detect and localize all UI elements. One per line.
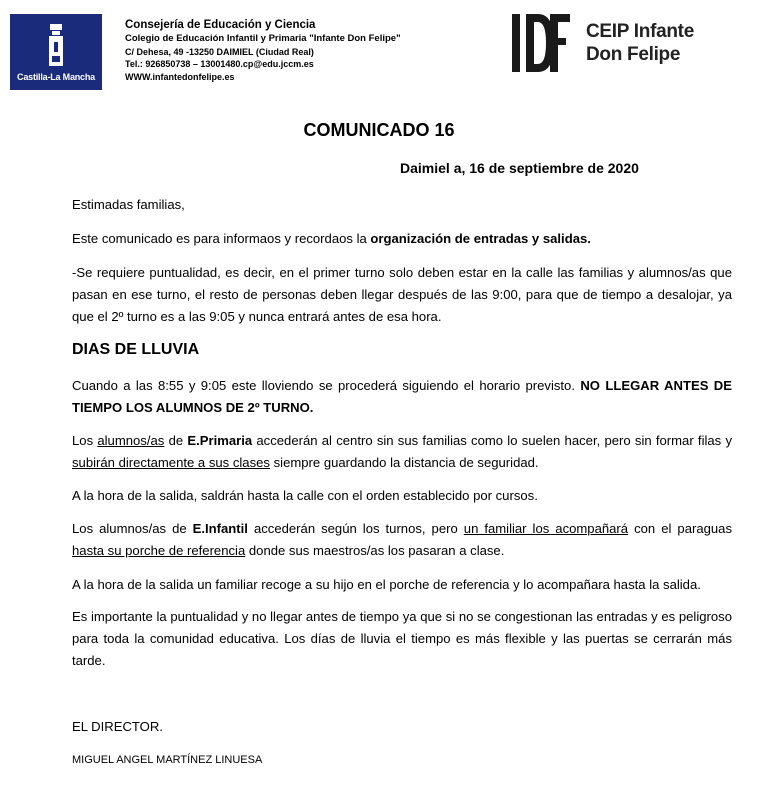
paragraph-exit-primaria: A la hora de la salida, saldrán hasta la calle con el orden establecido por cursos.: [72, 488, 538, 503]
institution-line-2: Colegio de Educación Infantil y Primaria "Infante Don Felipe": [125, 33, 401, 44]
institution-contact: Tel.: 926850738 – 13001480.cp@edu.jccm.es: [125, 59, 314, 69]
text-span: de: [164, 433, 188, 448]
school-name: [586, 20, 694, 66]
section-heading: DIAS DE LLUVIA: [72, 341, 200, 358]
paragraph-importance: Es importante la puntualidad y no llegar antes de tiempo ya que si no se congestionan las entradas y es peligroso para toda la comunidad educativa. Los días de lluvia el tiempo es más flexible y las puertas se cerrarán más tarde.: [72, 609, 732, 668]
text-span: accederán según los turnos, pero: [247, 521, 464, 536]
signature-name: MIGUEL ANGEL MARTÍNEZ LINUESA: [72, 754, 263, 766]
bold-span: NO LLEGAR ANTES DE TIEMPO LOS ALUMNOS DE 2º TURNO.: [72, 378, 732, 415]
underlined-span: un familiar los acompañará: [463, 521, 629, 536]
text-span: Los: [72, 433, 98, 448]
bold-span: E.Primaria: [187, 433, 253, 448]
institution-info: [125, 18, 425, 83]
greeting: Estimadas familias,: [72, 197, 185, 212]
paragraph-intro: [72, 228, 732, 250]
text-span: Cuando a las 8:55 y 9:05 este lloviendo se procederá siguiendo el horario previsto.: [72, 378, 581, 393]
text-span: con el paraguas: [628, 521, 733, 536]
paragraph-primaria: [72, 430, 732, 474]
paragraph-punctuality: -Se requiere puntualidad, es decir, en el primer turno solo deben estar en la calle las familias y alumnos/as que pasan en ese turno, el resto de personas deben llegar después de las 9:00, para que de tiempo a desalojar, ya que el 2º turno es a las 9:05 y nunca entrará antes de esa hora.: [72, 265, 732, 324]
text-span: Este comunicado es para informaos y recordaos la: [72, 231, 371, 246]
institution-address: C/ Dehesa, 49 -13250 DAIMIEL (Ciudad Real): [125, 46, 314, 57]
institution-website: WWW.infantedonfelipe.es: [125, 71, 235, 82]
logo-caption: Castilla-La Mancha: [17, 72, 95, 82]
paragraph-infantil: [72, 518, 732, 562]
idf-logo-icon: [510, 12, 572, 74]
text-span: Los alumnos/as de: [72, 521, 193, 536]
paragraph-exit-infantil: A la hora de la salida un familiar recoge a su hijo en el porche de referencia y lo acompañara hasta la salida.: [72, 577, 701, 592]
castle-crest-icon: [46, 24, 66, 68]
institution-line-1: Consejería de Educación y Ciencia: [125, 19, 316, 31]
underlined-span: subirán directamente a sus clases: [72, 455, 270, 470]
school-name-line-2: Don Felipe: [586, 44, 681, 65]
underlined-span: hasta su porche de referencia: [72, 543, 246, 558]
text-span: donde sus maestros/as los pasaran a clase.: [245, 543, 505, 558]
bold-span: E.Infantil: [192, 521, 248, 536]
text-span: accederán al centro sin sus familias como lo suelen hacer, pero sin formar filas y: [252, 433, 733, 448]
signature-role: EL DIRECTOR.: [72, 719, 163, 734]
document-title: COMUNICADO 16: [303, 120, 455, 140]
school-name-line-1: CEIP Infante: [586, 21, 694, 42]
text-span: siempre guardando la distancia de seguridad.: [269, 455, 539, 470]
underlined-span: alumnos/as: [97, 433, 165, 448]
paragraph-rain-schedule: [72, 375, 732, 419]
castilla-la-mancha-logo: [10, 14, 102, 90]
document-date: Daimiel a, 16 de septiembre de 2020: [400, 160, 639, 176]
bold-span: organización de entradas y salidas.: [370, 231, 591, 246]
